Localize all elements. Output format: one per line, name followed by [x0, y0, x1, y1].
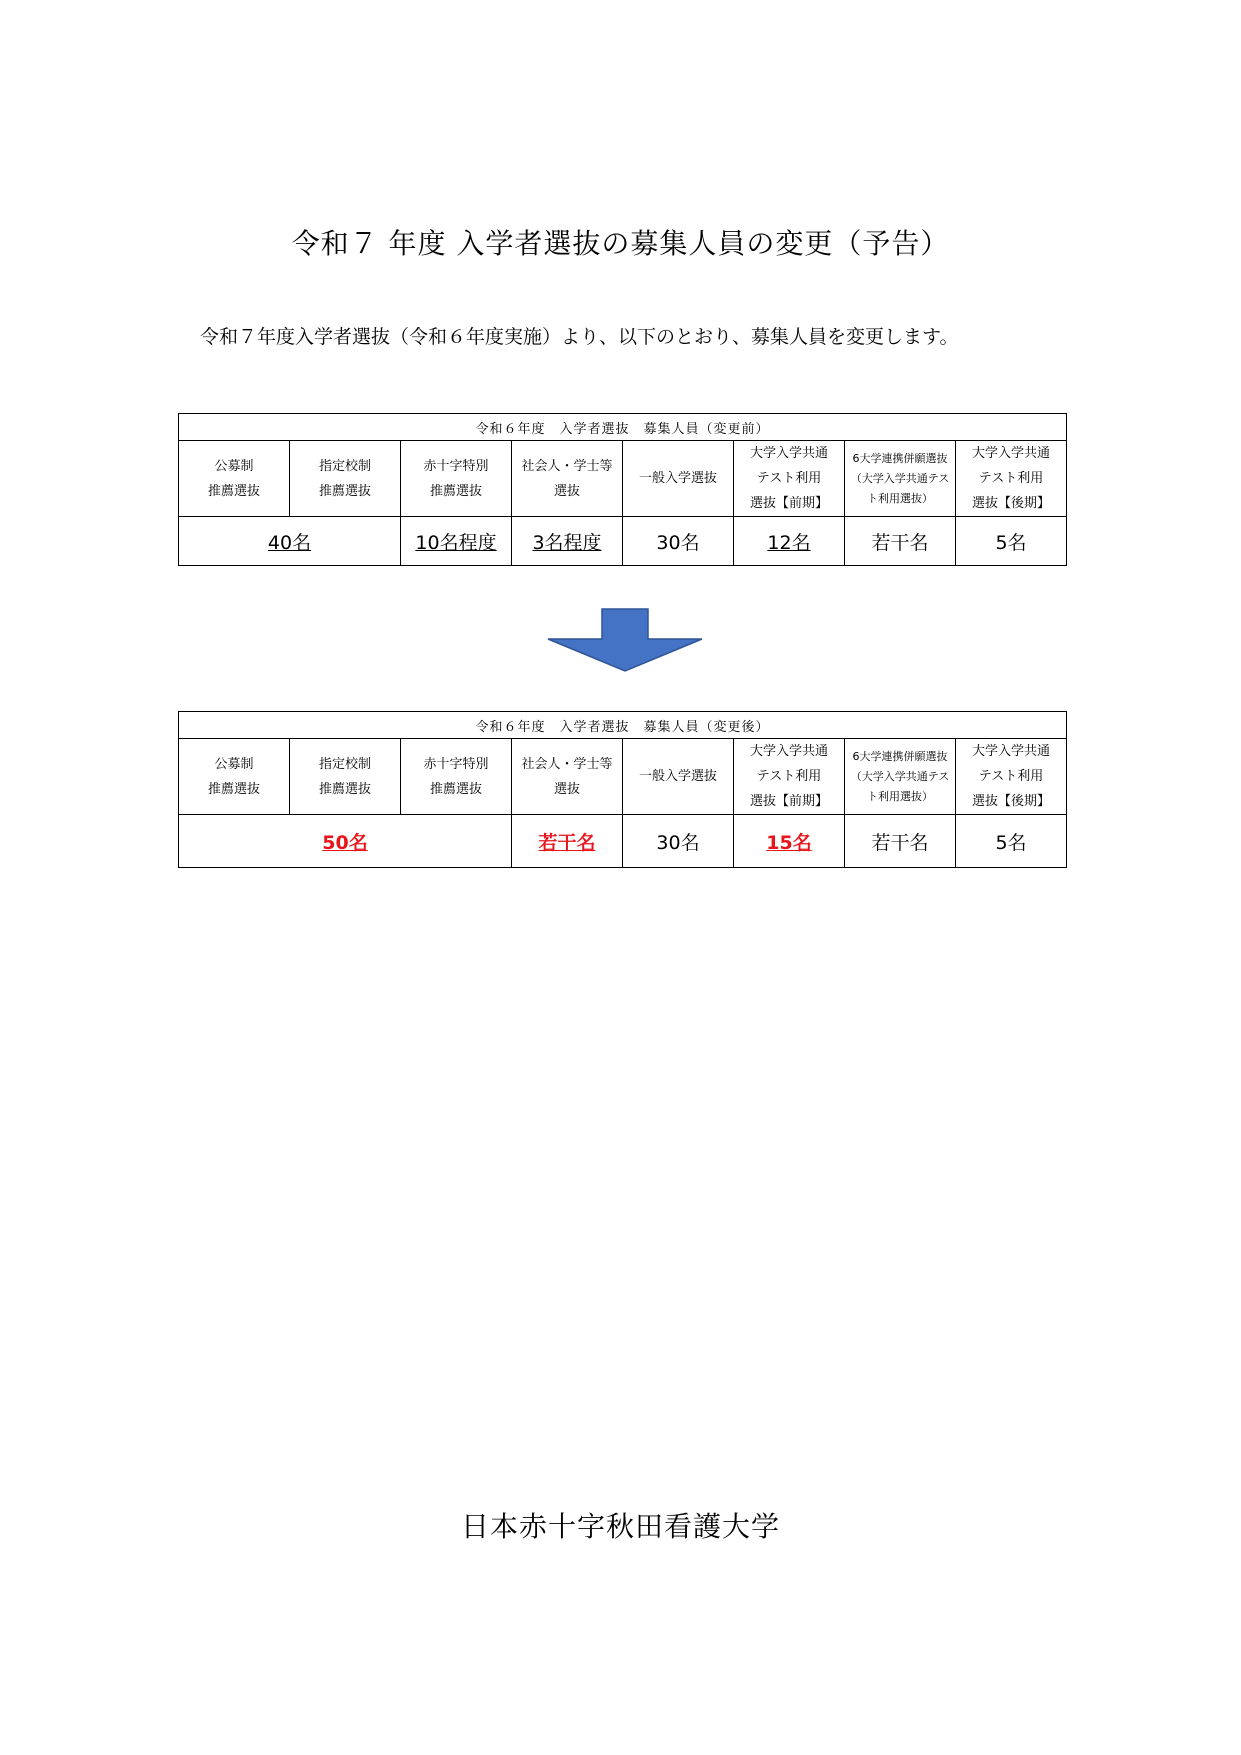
header-kyotsu-koki: 大学入学共通 テスト利用 選抜【後期】 [956, 739, 1067, 815]
changed-value: 若干名 [538, 831, 596, 854]
value-kyotsu-koki: 5名 [956, 517, 1067, 566]
header-ippan: 一般入学選抜 [623, 441, 734, 517]
value-renkei: 若干名 [845, 517, 956, 566]
value-text: 10名程度 [415, 531, 497, 554]
header-shakaijin: 社会人・学士等 選抜 [512, 739, 623, 815]
header-renkei: 6大学連携併願選抜 （大学入学共通テス ト利用選抜） [845, 441, 956, 517]
table-caption-after: 令和６年度 入学者選抜 募集人員（変更後） [179, 712, 1067, 739]
header-shakaijin: 社会人・学士等 選抜 [512, 441, 623, 517]
header-koubo-suisen: 公募制 推薦選抜 [179, 739, 290, 815]
table-header-row [179, 441, 1067, 517]
table-header-row [179, 739, 1067, 815]
value-text: 12名 [767, 531, 811, 554]
header-koubo-suisen: 公募制 推薦選抜 [179, 441, 290, 517]
header-shiteiko-suisen: 指定校制 推薦選抜 [290, 441, 401, 517]
university-name: 日本赤十字秋田看護大学 [460, 1510, 780, 1543]
value-text: 3名程度 [532, 531, 602, 554]
header-shiteiko-suisen: 指定校制 推薦選抜 [290, 739, 401, 815]
value-kyotsu-zenki [734, 517, 845, 566]
value-ippan: 30名 [623, 517, 734, 566]
header-ippan: 一般入学選抜 [623, 739, 734, 815]
header-renkei: 6大学連携併願選抜 （大学入学共通テス ト利用選抜） [845, 739, 956, 815]
value-text: 40名 [267, 531, 312, 554]
quota-table-before [178, 413, 1067, 566]
value-suisen-combined [179, 517, 401, 566]
down-arrow-icon [546, 608, 704, 672]
changed-value: 15名 [766, 831, 812, 854]
table-caption-before: 令和６年度 入学者選抜 募集人員（変更前） [179, 414, 1067, 441]
value-renkei: 若干名 [845, 815, 956, 868]
quota-table-after [178, 711, 1067, 868]
header-kyotsu-zenki: 大学入学共通 テスト利用 選抜【前期】 [734, 441, 845, 517]
intro-text: 令和７年度入学者選抜（令和６年度実施）より、以下のとおり、募集人員を変更します。 [200, 326, 959, 348]
table-values-row [179, 815, 1067, 868]
page-title: 令和７ 年度 入学者選抜の募集人員の変更（予告） [291, 227, 950, 260]
value-shakaijin [512, 517, 623, 566]
header-sekijuji-suisen: 赤十字特別 推薦選抜 [401, 441, 512, 517]
value-ippan: 30名 [623, 815, 734, 868]
header-sekijuji-suisen: 赤十字特別 推薦選抜 [401, 739, 512, 815]
value-shakaijin [512, 815, 623, 868]
value-kyotsu-zenki [734, 815, 845, 868]
changed-value: 50名 [322, 831, 368, 854]
value-sekijuji [401, 517, 512, 566]
table-values-row [179, 517, 1067, 566]
header-kyotsu-zenki: 大学入学共通 テスト利用 選抜【前期】 [734, 739, 845, 815]
value-kyotsu-koki: 5名 [956, 815, 1067, 868]
value-suisen-combined [179, 815, 512, 868]
header-kyotsu-koki: 大学入学共通 テスト利用 選抜【後期】 [956, 441, 1067, 517]
